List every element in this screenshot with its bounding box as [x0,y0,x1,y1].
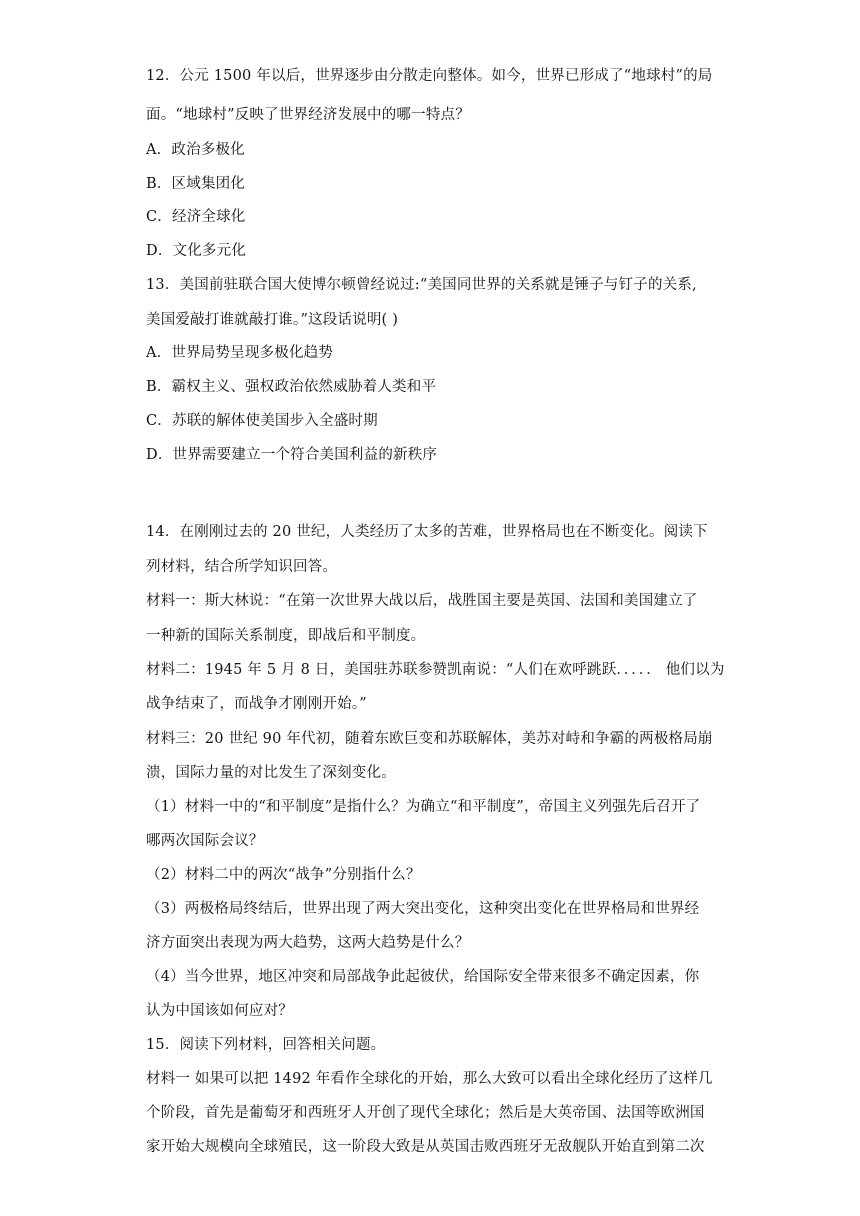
q14-material-3-line-1: 材料三：20 世纪 90 年代初，随着东欧巨变和苏联解体，美苏对峙和争霸的两极格局崩 [146,731,713,747]
q14-material-1-line-1: 材料一：斯大林说：“在第一次世界大战以后，战胜国主要是英国、法国和美国建立了 [146,593,698,609]
q15-stem: 15．阅读下列材料，回答相关问题。 [146,1037,386,1053]
q13-option-c: C．苏联的解体使美国步入全盛时期 [146,413,378,429]
q14-subquestion-4-line-2: 认为中国该如何应对？ [146,1003,293,1019]
q15-material-1-line-2: 个阶段，首先是葡萄牙和西班牙人开创了现代全球化；然后是大英帝国、法国等欧洲国 [146,1105,705,1121]
q12-stem-line-1: 12．公元 1500 年以后，世界逐步由分散走向整体。如今，世界已形成了“地球村”的局 [146,68,713,84]
q12-stem-line-2: 面。“地球村”反映了世界经济发展中的哪一特点？ [146,107,470,123]
q14-material-3-line-2: 溃，国际力量的对比发生了深刻变化。 [146,765,396,781]
q14-material-1-line-2: 一种新的国际关系制度，即战后和平制度。 [146,628,426,644]
q14-subquestion-3-line-1: （3）两极格局终结后，世界出现了两大突出变化，这种突出变化在世界格局和世界经 [146,901,700,917]
q14-subquestion-1-line-1: （1）材料一中的“和平制度”是指什么？为确立“和平制度”，帝国主义列强先后召开了 [146,799,701,815]
q12-option-a: A．政治多极化 [146,142,245,158]
q14-subquestion-2: （2）材料二中的两次“战争”分别指什么？ [146,867,421,883]
q12-option-d: D．文化多元化 [146,243,247,259]
q12-option-b: B．区域集团化 [146,176,246,192]
q14-subquestion-3-line-2: 济方面突出表现为两大趋势，这两大趋势是什么？ [146,935,470,951]
q13-stem-line-2: 美国爱敲打谁就敲打谁。”这段话说明( ) [146,312,399,328]
q12-option-c: C．经济全球化 [146,209,246,225]
q13-option-a: A．世界局势呈现多极化趋势 [146,345,334,361]
q15-material-1-line-1: 材料一 如果可以把 1492 年看作全球化的开始，那么大致可以看出全球化经历了这样几 [146,1071,713,1087]
q13-option-b: B．霸权主义、强权政治依然威胁着人类和平 [146,379,437,395]
q14-material-2-line-1: 材料二：1945 年 5 月 8 日，美国驻苏联参赞凯南说：“人们在欢呼跳跃．．．．． 他们以为 [146,662,725,678]
q14-subquestion-1-line-2: 哪两次国际会议？ [146,833,264,849]
q14-subquestion-4-line-1: （4）当今世界，地区冲突和局部战争此起彼伏，给国际安全带来很多不确定因素，你 [146,969,700,985]
q14-stem-line-1: 14．在刚刚过去的 20 世纪，人类经历了太多的苦难，世界格局也在不断变化。阅读下 [146,524,708,540]
q13-option-d: D．世界需要建立一个符合美国利益的新秩序 [146,447,438,463]
q13-stem-line-1: 13．美国前驻联合国大使博尔顿曾经说过:“美国同世界的关系就是锤子与钉子的关系, [146,277,697,293]
q14-material-2-line-2: 战争结束了，而战争才刚刚开始。” [146,696,367,712]
q14-stem-line-2: 列材料，结合所学知识回答。 [146,559,338,575]
q15-material-1-line-3: 家开始大规模向全球殖民，这一阶段大致是从英国击败西班牙无敌舰队开始直到第二次 [146,1139,705,1155]
